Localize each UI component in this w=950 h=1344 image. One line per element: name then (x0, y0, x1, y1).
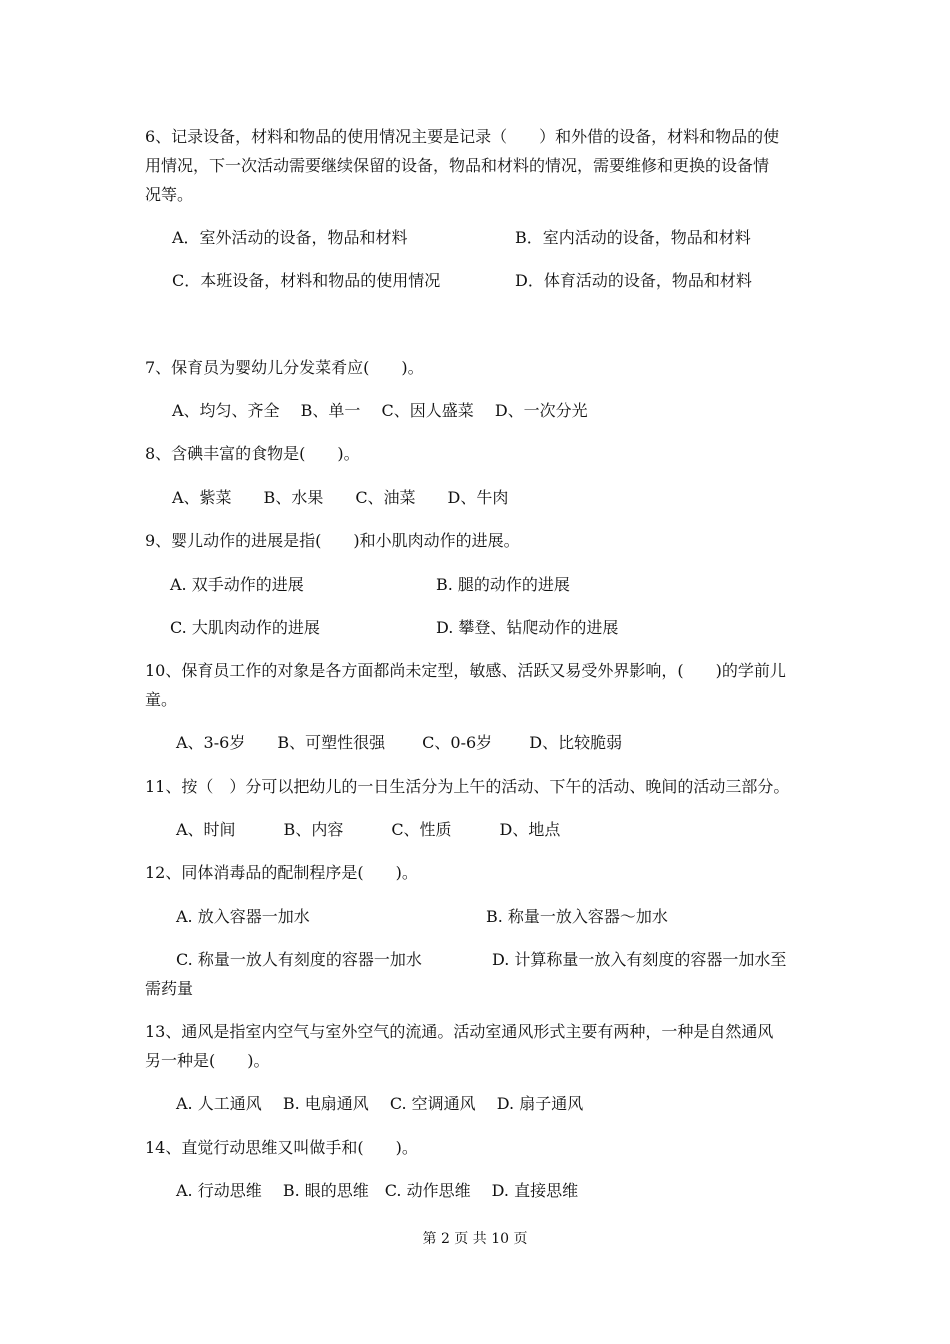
option-c: C. 称量一放人有刻度的容器一加水 (176, 950, 422, 969)
question-stem: 14、直觉行动思维又叫做手和( )。 (145, 1138, 418, 1157)
option-d: D. 计算称量一放入有刻度的容器一加水至 (492, 950, 787, 969)
options-row: A、紫菜 B、水果 C、油菜 D、牛肉 (172, 488, 509, 507)
question-stem: 12、同体消毒品的配制程序是( )。 (145, 863, 418, 882)
question-line-2: 童。 (145, 690, 178, 709)
question-stem: 7、保育员为婴幼儿分发菜肴应( )。 (145, 358, 424, 377)
question-stem: 11、按（ ）分可以把幼儿的一日生活分为上午的活动、下午的活动、晚间的活动三部分。 (145, 777, 790, 796)
option-c: C. 大肌肉动作的进展 (170, 618, 320, 637)
question-stem: 8、含碘丰富的食物是( )。 (145, 444, 360, 463)
page-footer: 第 2 页 共 10 页 (422, 1231, 528, 1247)
question-line-2: 另一种是( )。 (145, 1051, 270, 1070)
option-b: B. 称量一放入容器～加水 (486, 907, 668, 926)
option-d-continued: 需药量 (145, 979, 194, 998)
option-a: A．室外活动的设备，物品和材料 (172, 228, 408, 247)
question-6-line-3: 况等。 (145, 185, 194, 204)
question-6-line-1: 6、记录设备，材料和物品的使用情况主要是记录（ ）和外借的设备，材料和物品的使 (145, 127, 780, 146)
options-row: A. 行动思维 B. 眼的思维 C. 动作思维 D. 直接思维 (176, 1181, 579, 1200)
option-b: B. 腿的动作的进展 (436, 575, 570, 594)
option-c: C．本班设备，材料和物品的使用情况 (172, 271, 441, 290)
option-b: B．室内活动的设备，物品和材料 (515, 228, 751, 247)
option-a: A. 放入容器一加水 (176, 907, 310, 926)
question-line-1: 13、通风是指室内空气与室外空气的流通。活动室通风形式主要有两种，一种是自然通风 (145, 1022, 774, 1041)
option-d: D. 攀登、钻爬动作的进展 (436, 618, 619, 637)
options-row: A、3-6岁 B、可塑性很强 C、0-6岁 D、比较脆弱 (176, 733, 623, 752)
option-d: D．体育活动的设备，物品和材料 (515, 271, 752, 290)
options-row: A、均匀、齐全 B、单一 C、因人盛菜 D、一次分光 (172, 401, 588, 420)
question-line-1: 10、保育员工作的对象是各方面都尚未定型，敏感、活跃又易受外界影响，( )的学前儿 (145, 661, 786, 680)
question-stem: 9、婴儿动作的进展是指( )和小肌肉动作的进展。 (145, 531, 520, 550)
options-row: A、时间 B、内容 C、性质 D、地点 (176, 820, 561, 839)
option-a: A. 双手动作的进展 (170, 575, 304, 594)
options-row: A. 人工通风 B. 电扇通风 C. 空调通风 D. 扇子通风 (176, 1094, 584, 1113)
question-6-line-2: 用情况，下一次活动需要继续保留的设备，物品和材料的情况，需要维修和更换的设备情 (145, 156, 770, 175)
